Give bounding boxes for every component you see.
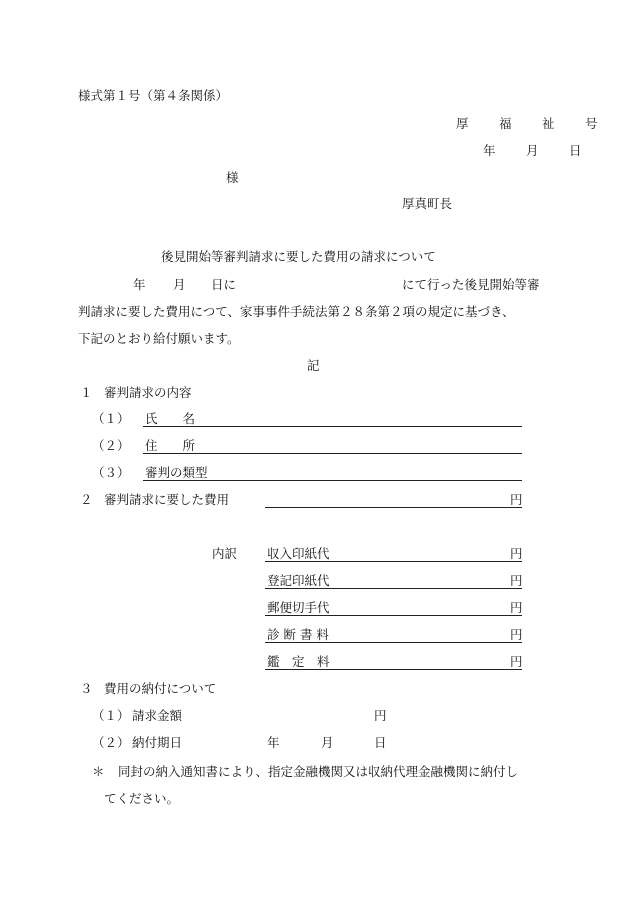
ki-heading: 記	[307, 358, 320, 373]
address-label: 住 所	[145, 438, 196, 453]
appraisal-fee-label: 鑑 定 料	[267, 654, 330, 669]
body-line3: 下記のとおり給付願います。	[78, 331, 240, 346]
judgment-type-label: 審判の類型	[145, 465, 208, 480]
appraisal-fee-field[interactable]	[265, 669, 522, 670]
note-line2: てください。	[104, 791, 180, 806]
form-number: 様式第１号（第４条関係）	[78, 88, 229, 103]
address-field[interactable]	[143, 453, 522, 454]
requested-amount-yen: 円	[374, 708, 387, 723]
yen-unit: 円	[510, 600, 523, 615]
section2-title: 審判請求に要した費用	[104, 492, 230, 507]
registration-stamp-label: 登記印紙代	[267, 573, 330, 588]
body-day: 日に	[211, 277, 237, 292]
item-number: （３）	[92, 465, 130, 480]
body-line1-tail: にて行った後見開始等審	[402, 277, 540, 292]
body-year: 年	[133, 277, 146, 292]
registration-stamp-field[interactable]	[265, 588, 522, 589]
note-mark: ＊	[92, 764, 105, 779]
medical-certificate-label: 診 断 書 料	[267, 627, 329, 642]
note-line1: 同封の納入通知書により、指定金融機関又は収納代理金融機関に納付し	[118, 764, 519, 779]
postage-field[interactable]	[265, 615, 522, 616]
due-month: 月	[321, 735, 334, 750]
section2-number: ２	[80, 492, 93, 507]
due-date-label: 納付期日	[132, 735, 183, 750]
document-title: 後見開始等審判請求に要した費用の請求について	[161, 249, 436, 264]
total-cost-field[interactable]	[265, 507, 522, 508]
due-year: 年	[267, 735, 280, 750]
addressee-suffix: 様	[226, 170, 239, 185]
document-number: 厚 福 祉 号	[456, 116, 607, 131]
sender-name: 厚真町長	[402, 196, 453, 211]
name-label: 氏 名	[145, 411, 196, 426]
due-day: 日	[374, 735, 387, 750]
yen-unit: 円	[510, 654, 523, 669]
section3-number: ３	[80, 681, 93, 696]
name-field[interactable]	[143, 426, 522, 427]
yen-unit: 円	[510, 546, 523, 561]
document-date: 年 月 日	[483, 143, 591, 158]
section3-title: 費用の納付について	[104, 681, 217, 696]
body-month: 月	[173, 277, 186, 292]
postage-label: 郵便切手代	[267, 600, 330, 615]
yen-unit: 円	[510, 627, 523, 642]
breakdown-label: 内訳	[212, 546, 238, 561]
requested-amount-label: 請求金額	[132, 708, 183, 723]
item-number: （１）	[92, 411, 130, 426]
item-number: （２）	[92, 735, 130, 750]
item-number: （１）	[92, 708, 130, 723]
body-line2: 判請求に要した費用につて、家事事件手続法第２８条第２項の規定に基づき、	[78, 304, 515, 319]
section1-number: １	[80, 385, 93, 400]
judgment-type-field[interactable]	[143, 480, 522, 481]
total-yen: 円	[510, 492, 523, 507]
revenue-stamp-field[interactable]	[265, 561, 522, 562]
medical-certificate-field[interactable]	[265, 642, 522, 643]
item-number: （２）	[92, 438, 130, 453]
revenue-stamp-label: 収入印紙代	[267, 546, 330, 561]
section1-title: 審判請求の内容	[104, 385, 192, 400]
yen-unit: 円	[510, 573, 523, 588]
